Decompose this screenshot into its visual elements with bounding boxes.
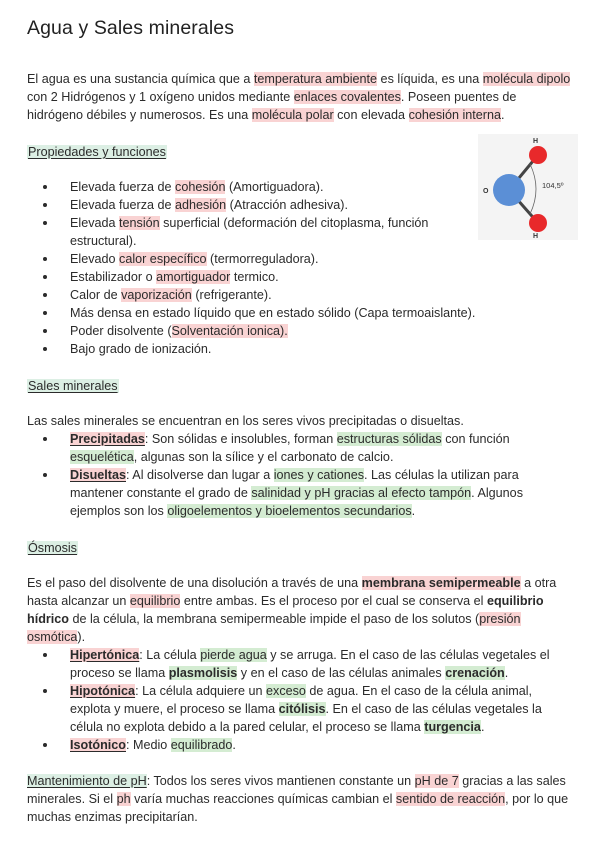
list-item: Hipertónica: La célula pierde agua y se arruga. En el caso de las células vegetales el proceso se llama plasmolisis y en el caso de las células animales crenación. [27, 646, 575, 682]
list-item: Elevada fuerza de adhesión (Atracción adhesiva). [27, 196, 467, 214]
page-title: Agua y Sales minerales [27, 17, 235, 39]
list-item: Bajo grado de ionización. [27, 340, 467, 358]
list-item: Estabilizador o amortiguador termico. [27, 268, 467, 286]
highlight: temperatura ambiente [253, 72, 378, 86]
list-item: Más densa en estado líquido que en estado sólido (Capa termoaislante). [27, 304, 600, 322]
hydrogen-atom-top [529, 146, 547, 164]
sales-intro: Las sales minerales se encuentran en los seres vivos precipitadas o disueltas. [27, 414, 464, 428]
highlight: enlaces covalentes [293, 90, 401, 104]
oxygen-atom [493, 174, 525, 206]
hydrogen-atom-bottom [529, 214, 547, 232]
hydrogen-label-top: H [533, 138, 539, 145]
list-item: Elevado calor específico (termorreguladora). [27, 250, 467, 268]
ph-paragraph: Mantenimiento de pH: Todos los seres vivos mantienen constante un pH de 7 gracias a las sales minerales. Si el ph varía muchas reacciones químicas cambian el sentido de reacción, por lo que muchas enzimas precipitarían. [27, 774, 569, 824]
section-heading-osmosis: Ósmosis [28, 541, 77, 555]
water-molecule-diagram [478, 134, 578, 240]
highlight: molécula dipolo [482, 72, 571, 86]
section-heading-sales: Sales minerales [28, 379, 118, 393]
list-item: Hipotónica: La célula adquiere un exceso de agua. En el caso de la célula animal, explota y muere, el proceso se llama citólisis. En el caso de las células vegetales la célula no explota debido a la pared celular, el proceso se llama turgencia. [27, 682, 575, 736]
osmosis-paragraph: Es el paso del disolvente de una disolución a través de una membrana semipermeable a otra hasta alcanzar un equilibrio entre ambas. Es el proceso por el cual se conserva el equilibrio hídrico de la célula, la membrana semipermeable impide el paso de los solutos (presión osmótica). [27, 576, 557, 644]
list-item: Elevada fuerza de cohesión (Amortiguadora). [27, 178, 467, 196]
highlight: molécula polar [251, 108, 334, 122]
list-item: Isotónico: Medio equilibrado. [27, 736, 575, 754]
list-item: Precipitadas: Son sólidas e insolubles, forman estructuras sólidas con función esquelética, algunas son la sílice y el carbonato de calcio. [27, 430, 575, 466]
osmosis-list [27, 646, 575, 754]
ph-heading: Mantenimiento de pH [27, 774, 147, 788]
oxygen-label: O [483, 188, 489, 195]
bond-angle-label: 104,5º [542, 181, 564, 190]
hydrogen-label-bottom: H [533, 233, 539, 240]
list-item: Calor de vaporización (refrigerante). [27, 286, 467, 304]
highlight: cohesión interna [408, 108, 501, 122]
list-item: Disueltas: Al disolverse dan lugar a iones y cationes. Las células la utilizan para mantener constante el grado de salinidad y pH gracias al efecto tampón. Algunos ejemplos son los oligoelementos y bioelementos secundarios. [27, 466, 575, 520]
sales-list [27, 430, 575, 520]
list-item: Poder disolvente (Solventación ionica). [27, 322, 467, 340]
section-heading-propiedades: Propiedades y funciones [28, 145, 166, 159]
propiedades-list [27, 178, 476, 358]
intro-paragraph: El agua es una sustancia química que a temperatura ambiente es líquida, es una molécula dipolo con 2 Hidrógenos y 1 oxígeno unidos mediante enlaces covalentes. Poseen puentes de hidrógeno débiles y numerosos. Es una molécula polar con elevada cohesión interna. [27, 72, 571, 122]
list-item: Elevada tensión superficial (deformación del citoplasma, función estructural). [27, 214, 467, 250]
